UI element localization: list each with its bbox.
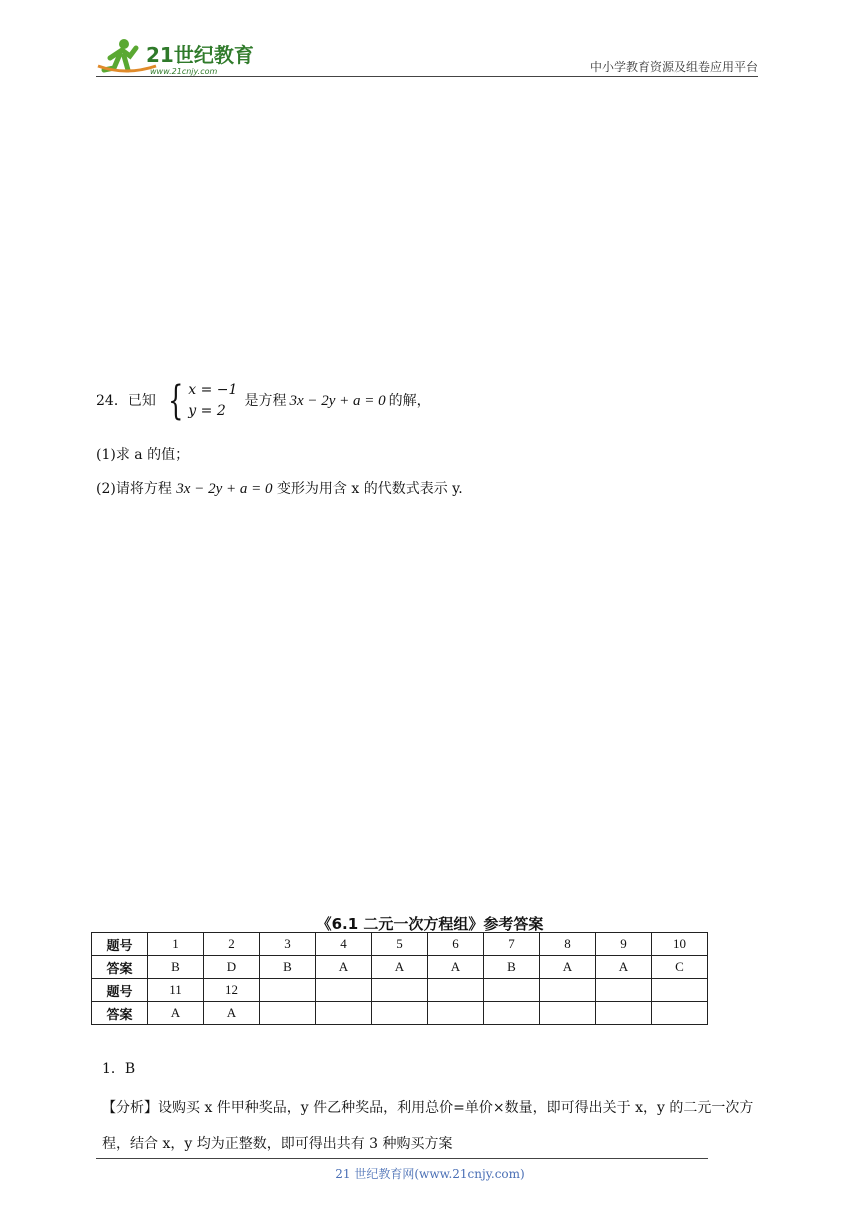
table-cell <box>596 979 652 1002</box>
table-row <box>92 956 708 979</box>
table-cell: A <box>148 1002 204 1025</box>
table-cell <box>428 979 484 1002</box>
table-cell: 7 <box>484 933 540 956</box>
table-cell: 1 <box>148 933 204 956</box>
table-cell: 3 <box>260 933 316 956</box>
table-cell <box>540 1002 596 1025</box>
table-cell: A <box>596 956 652 979</box>
table-cell <box>540 979 596 1002</box>
q24-part-2 <box>96 478 463 498</box>
table-row <box>92 1002 708 1025</box>
table-cell: 6 <box>428 933 484 956</box>
table-cell: B <box>148 956 204 979</box>
answer-table <box>91 932 708 1025</box>
table-cell: D <box>204 956 260 979</box>
q24-part-2-post: 变形为用含 x 的代数式表示 y. <box>276 481 463 497</box>
row-label: 答案 <box>92 956 148 979</box>
solution-answer-1: 1．B <box>102 1061 136 1077</box>
header-divider <box>96 76 758 77</box>
footer-divider <box>96 1158 708 1159</box>
table-cell: 8 <box>540 933 596 956</box>
platform-tagline: 中小学教育资源及组卷应用平台 <box>589 60 758 74</box>
q24-part-2-pre: (2)请将方程 <box>96 481 172 497</box>
table-cell <box>372 979 428 1002</box>
logo-url: www.21cnjy.com <box>150 67 218 76</box>
question-24 <box>96 380 431 422</box>
table-cell: 10 <box>652 933 708 956</box>
table-cell: A <box>428 956 484 979</box>
table-cell: B <box>484 956 540 979</box>
table-cell: C <box>652 956 708 979</box>
table-cell: 2 <box>204 933 260 956</box>
table-cell: 11 <box>148 979 204 1002</box>
table-cell: A <box>204 1002 260 1025</box>
q24-suffix: 的解， <box>388 393 431 409</box>
q24-middle: 是方程 <box>244 393 287 409</box>
system-line-1: x = −1 <box>188 382 238 398</box>
table-cell <box>428 1002 484 1025</box>
row-label: 题号 <box>92 933 148 956</box>
table-cell: A <box>540 956 596 979</box>
table-cell: 5 <box>372 933 428 956</box>
q24-equation: 3x − 2y + a = 0 <box>289 393 386 409</box>
table-row <box>92 979 708 1002</box>
row-label: 题号 <box>92 979 148 1002</box>
logo-text: 21世纪教育 <box>146 43 254 67</box>
table-cell <box>484 1002 540 1025</box>
table-cell <box>652 979 708 1002</box>
equation-system <box>163 380 238 422</box>
q24-part-2-equation: 3x − 2y + a = 0 <box>176 481 273 497</box>
table-cell: A <box>316 956 372 979</box>
table-cell: B <box>260 956 316 979</box>
site-logo <box>96 36 256 78</box>
table-cell: 4 <box>316 933 372 956</box>
answer-key-title: 《6.1 二元一次方程组》参考答案 <box>316 915 544 933</box>
table-cell <box>260 1002 316 1025</box>
table-cell: 9 <box>596 933 652 956</box>
logo-graphic <box>96 36 256 78</box>
solution-analysis: 【分析】设购买 x 件甲种奖品，y 件乙种奖品，利用总价=单价×数量，即可得出关于 x，y 的二元一次方程，结合 x，y 均为正整数，即可得出共有 3 种购买方案 <box>102 1100 754 1152</box>
brace-symbol: { <box>167 378 184 424</box>
table-cell <box>316 979 372 1002</box>
table-cell <box>652 1002 708 1025</box>
q24-prefix: 24．已知 <box>96 393 156 409</box>
table-cell <box>484 979 540 1002</box>
table-cell <box>316 1002 372 1025</box>
q24-part-1: (1)求 a 的值； <box>96 447 190 463</box>
table-cell <box>372 1002 428 1025</box>
table-cell: A <box>372 956 428 979</box>
table-cell <box>260 979 316 1002</box>
table-cell: 12 <box>204 979 260 1002</box>
system-line-2: y = 2 <box>188 403 226 419</box>
table-row <box>92 933 708 956</box>
row-label: 答案 <box>92 1002 148 1025</box>
table-cell <box>596 1002 652 1025</box>
footer-text: 21 世纪教育网(www.21cnjy.com) <box>335 1167 525 1181</box>
